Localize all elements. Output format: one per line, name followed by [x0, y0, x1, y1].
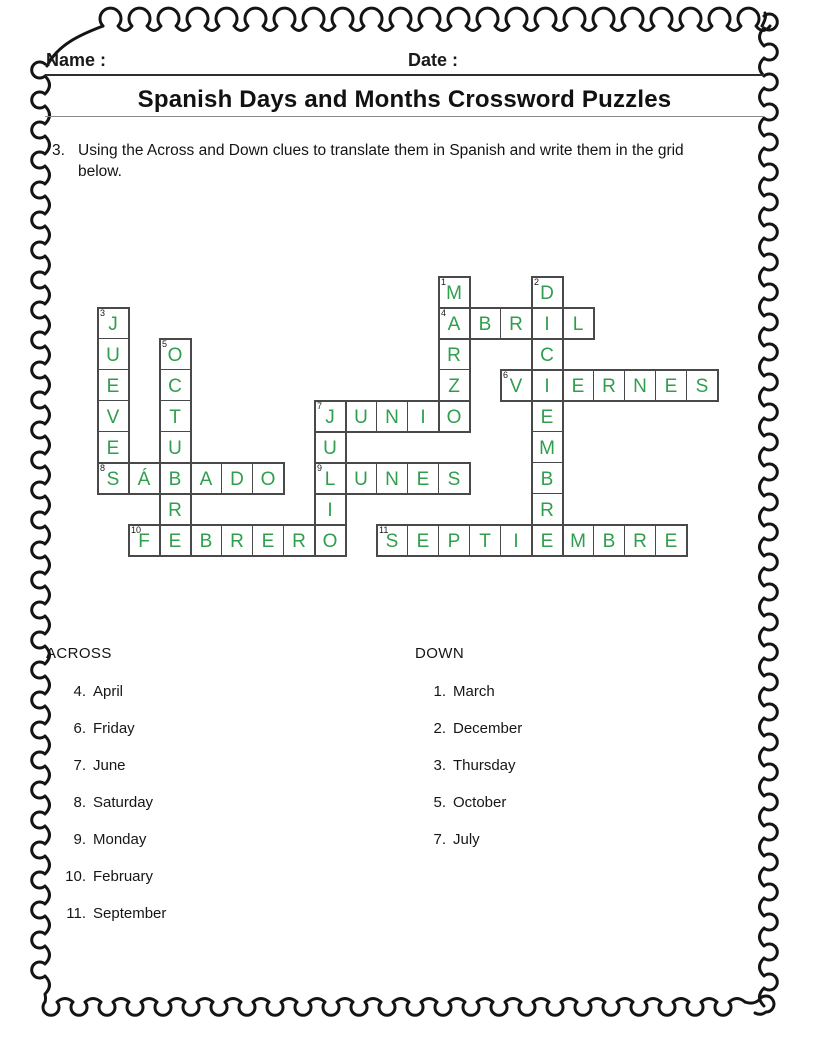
cell-letter: R — [602, 375, 616, 397]
cell-letter: E — [416, 468, 430, 490]
cell-letter: B — [540, 468, 554, 490]
cell-letter: D — [540, 282, 554, 304]
grid-cell — [407, 462, 439, 494]
grid-cell — [624, 524, 656, 556]
cell-letter: E — [106, 375, 120, 397]
grid-cell — [531, 369, 563, 401]
grid-cell — [438, 369, 470, 401]
cell-number: 6 — [503, 370, 509, 380]
clue-item — [50, 682, 166, 702]
grid-cell — [562, 307, 594, 339]
grid-cell — [686, 369, 718, 401]
instruction — [52, 140, 726, 182]
cell-letter: E — [106, 437, 120, 459]
cell-letter: I — [544, 313, 550, 335]
grid-cell — [438, 276, 470, 308]
clue-text: September — [93, 905, 167, 922]
cell-letter: R — [230, 530, 244, 552]
grid-cell — [531, 493, 563, 525]
cell-letter: B — [478, 313, 492, 335]
clue-number: 8. — [73, 794, 86, 811]
grid-cell — [376, 524, 408, 556]
cell-letter: B — [168, 468, 182, 490]
grid-cell — [314, 431, 346, 463]
across-header: ACROSS — [46, 645, 112, 662]
grid-cell — [314, 524, 346, 556]
cell-letter: Z — [448, 375, 460, 397]
clue-text: Monday — [93, 831, 147, 848]
clue-text: October — [453, 794, 507, 811]
cell-letter: R — [540, 499, 554, 521]
cell-letter: R — [292, 530, 306, 552]
grid-cell — [159, 462, 191, 494]
crossword-grid — [97, 276, 719, 557]
grid-cell — [438, 307, 470, 339]
cell-letter: R — [168, 499, 182, 521]
clue-item — [412, 830, 522, 850]
grid-cell — [159, 338, 191, 370]
cell-letter: O — [322, 530, 338, 552]
cell-letter: R — [633, 530, 647, 552]
clue-item — [50, 719, 166, 739]
cell-letter: U — [168, 437, 182, 459]
grid-cell — [97, 462, 129, 494]
cell-number: 2 — [534, 277, 540, 287]
clue-item — [412, 756, 522, 776]
cell-number: 10 — [131, 525, 142, 535]
cell-letter: A — [447, 313, 461, 335]
grid-cell — [97, 307, 129, 339]
grid-cell — [531, 400, 563, 432]
clue-item — [50, 867, 166, 887]
instruction-number: 3. — [52, 142, 65, 159]
clue-text: Thursday — [453, 757, 516, 774]
grid-cell — [159, 369, 191, 401]
cell-letter: F — [138, 530, 150, 552]
grid-cell — [128, 524, 160, 556]
grid-cell — [531, 276, 563, 308]
grid-cell — [593, 369, 625, 401]
cell-letter: T — [479, 530, 491, 552]
grid-cell — [531, 462, 563, 494]
instruction-text: Using the Across and Down clues to translate them in Spanish and write them in the grid below. — [78, 142, 684, 180]
grid-cell — [376, 400, 408, 432]
grid-cell — [97, 400, 129, 432]
cell-letter: D — [230, 468, 244, 490]
across-clue-list — [50, 682, 166, 941]
grid-cell — [221, 462, 253, 494]
grid-cell — [438, 524, 470, 556]
grid-cell — [314, 462, 346, 494]
clue-number: 5. — [433, 794, 446, 811]
cell-letter: E — [540, 530, 554, 552]
cell-letter: O — [446, 406, 462, 428]
cell-letter: S — [106, 468, 120, 490]
grid-cell — [438, 400, 470, 432]
grid-cell — [345, 400, 377, 432]
cell-number: 1 — [441, 277, 447, 287]
grid-cell — [469, 307, 501, 339]
clue-text: December — [453, 720, 523, 737]
cell-letter: S — [695, 375, 709, 397]
cell-letter: V — [106, 406, 120, 428]
cell-number: 4 — [441, 308, 447, 318]
grid-cell — [314, 400, 346, 432]
clue-text: Friday — [93, 720, 135, 737]
clue-number: 3. — [433, 757, 446, 774]
cell-number: 7 — [317, 401, 323, 411]
cell-letter: P — [447, 530, 461, 552]
grid-cell — [438, 338, 470, 370]
grid-cell — [562, 369, 594, 401]
grid-cell — [376, 462, 408, 494]
cell-letter: I — [420, 406, 426, 428]
cell-letter: E — [664, 530, 678, 552]
cell-letter: T — [169, 406, 181, 428]
grid-cell — [407, 400, 439, 432]
clue-item — [50, 756, 166, 776]
grid-cell — [221, 524, 253, 556]
cell-letter: V — [509, 375, 523, 397]
clue-number: 1. — [433, 683, 446, 700]
cell-number: 5 — [162, 339, 168, 349]
grid-cell — [655, 369, 687, 401]
clue-number: 11. — [66, 905, 86, 922]
grid-cell — [500, 307, 532, 339]
clue-text: February — [93, 868, 154, 885]
cell-letter: J — [325, 406, 335, 428]
cell-letter: E — [664, 375, 678, 397]
clue-number: 7. — [433, 831, 446, 848]
grid-cell — [562, 524, 594, 556]
grid-cell — [531, 431, 563, 463]
grid-cell — [438, 462, 470, 494]
cell-letter: C — [540, 344, 554, 366]
grid-cell — [345, 462, 377, 494]
clue-number: 9. — [73, 831, 86, 848]
clue-item — [412, 682, 522, 702]
down-header: DOWN — [415, 645, 465, 662]
cell-letter: C — [168, 375, 182, 397]
clue-number: 6. — [73, 720, 86, 737]
cell-letter: U — [354, 406, 368, 428]
grid-cell — [469, 524, 501, 556]
grid-cell — [593, 524, 625, 556]
clue-number: 2. — [433, 720, 446, 737]
grid-cell — [159, 431, 191, 463]
cell-number: 3 — [100, 308, 106, 318]
grid-cell — [531, 307, 563, 339]
clue-item — [50, 904, 166, 924]
clue-text: April — [93, 683, 124, 700]
grid-cell — [252, 462, 284, 494]
grid-cell — [531, 338, 563, 370]
cell-letter: U — [323, 437, 337, 459]
cell-letter: M — [539, 437, 555, 459]
grid-cell — [283, 524, 315, 556]
cell-letter: B — [602, 530, 616, 552]
cell-letter: E — [540, 406, 554, 428]
cell-letter: L — [572, 313, 584, 335]
clue-item — [412, 719, 522, 739]
cell-letter: U — [106, 344, 120, 366]
grid-cell — [97, 431, 129, 463]
cell-letter: O — [260, 468, 276, 490]
cell-number: 8 — [100, 463, 106, 473]
cell-letter: S — [447, 468, 461, 490]
cell-letter: I — [513, 530, 519, 552]
cell-letter: A — [199, 468, 213, 490]
grid-cell — [624, 369, 656, 401]
clue-text: June — [93, 757, 126, 774]
cell-letter: I — [327, 499, 333, 521]
grid-cell — [97, 338, 129, 370]
grid-cell — [407, 524, 439, 556]
cell-letter: J — [108, 313, 118, 335]
grid-cell — [500, 524, 532, 556]
cell-letter: O — [167, 344, 183, 366]
cell-letter: S — [385, 530, 399, 552]
down-clue-list — [412, 682, 522, 867]
clue-number: 4. — [73, 683, 86, 700]
clue-text: Saturday — [93, 794, 154, 811]
clue-item — [50, 830, 166, 850]
cell-letter: E — [261, 530, 275, 552]
title-underline — [45, 116, 764, 117]
cell-letter: U — [354, 468, 368, 490]
grid-cell — [500, 369, 532, 401]
cell-letter: M — [446, 282, 462, 304]
clue-item — [412, 793, 522, 813]
cell-letter: N — [385, 406, 399, 428]
grid-cell — [655, 524, 687, 556]
cell-letter: R — [447, 344, 461, 366]
grid-cell — [314, 493, 346, 525]
grid-cell — [159, 400, 191, 432]
cell-letter: Á — [137, 468, 151, 490]
cell-letter: M — [570, 530, 586, 552]
cell-letter: B — [199, 530, 213, 552]
grid-cell — [97, 369, 129, 401]
cell-number: 11 — [379, 525, 389, 535]
cell-letter: L — [324, 468, 336, 490]
name-date-underline — [45, 74, 764, 76]
cell-letter: N — [633, 375, 647, 397]
clue-number: 7. — [73, 757, 86, 774]
cell-letter: E — [571, 375, 585, 397]
cell-letter: N — [385, 468, 399, 490]
grid-cell — [190, 462, 222, 494]
page-title: Spanish Days and Months Crossword Puzzles — [137, 86, 672, 113]
grid-cell — [190, 524, 222, 556]
clue-item — [50, 793, 166, 813]
grid-cell — [128, 462, 160, 494]
cell-letter: R — [509, 313, 523, 335]
name-label: Name : — [46, 50, 107, 70]
grid-cell — [531, 524, 563, 556]
cell-number: 9 — [317, 463, 323, 473]
cell-letter: E — [168, 530, 182, 552]
clue-number: 10. — [65, 868, 86, 885]
clue-text: July — [453, 831, 480, 848]
grid-cell — [252, 524, 284, 556]
grid-cell — [159, 524, 191, 556]
cell-letter: I — [544, 375, 550, 397]
date-label: Date : — [408, 50, 459, 70]
grid-cell — [159, 493, 191, 525]
cell-letter: E — [416, 530, 430, 552]
clue-text: March — [453, 683, 495, 700]
